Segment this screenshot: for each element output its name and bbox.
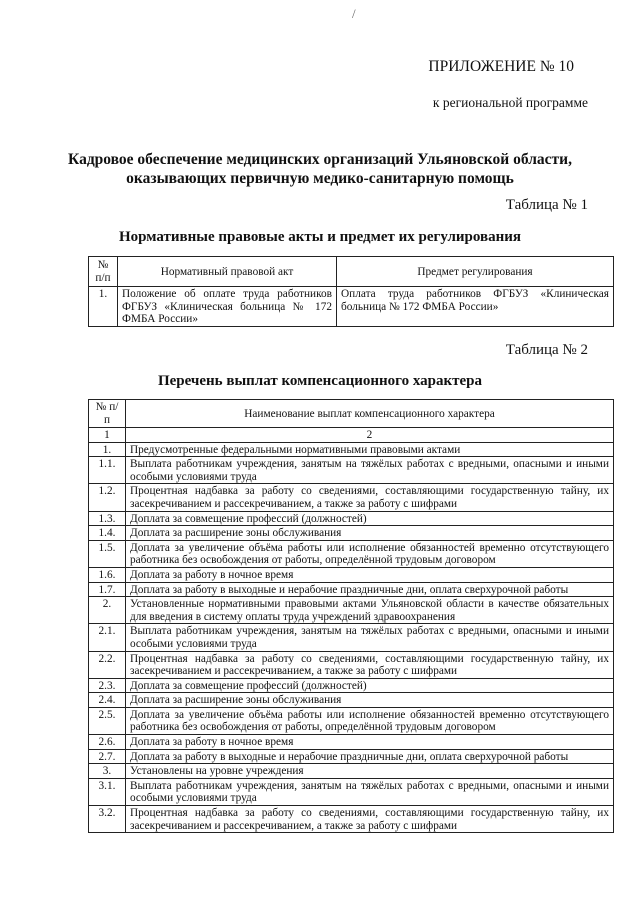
row-number: 2.5. xyxy=(89,707,126,734)
row-number: 2.6. xyxy=(89,735,126,750)
row-number: 1.6. xyxy=(89,567,126,582)
row-payment-name: Доплата за совмещение профессий (должностей) xyxy=(126,678,614,693)
row-number: 1. xyxy=(89,287,118,327)
column-header-name: Наименование выплат компенсационного характера xyxy=(126,400,614,428)
table-row xyxy=(89,749,614,764)
row-number: 3. xyxy=(89,764,126,779)
normative-acts-table xyxy=(88,256,614,327)
row-payment-name: Выплата работникам учреждения, занятым на тяжёлых работах с вредными, опасными и иными особыми условиями труда xyxy=(126,778,614,805)
row-number: 3.2. xyxy=(89,806,126,833)
row-payment-name: Предусмотренные федеральными нормативными правовыми актами xyxy=(126,442,614,457)
row-number: 1.2. xyxy=(89,484,126,511)
row-payment-name: Доплата за работу в ночное время xyxy=(126,567,614,582)
row-payment-name: Доплата за работу в выходные и нерабочие праздничные дни, оплата сверхурочной работы xyxy=(126,749,614,764)
table-row xyxy=(89,778,614,805)
pen-mark: / xyxy=(352,6,356,21)
row-number: 1.3. xyxy=(89,511,126,526)
row-number: 2.4. xyxy=(89,693,126,708)
row-number: 1.4. xyxy=(89,526,126,541)
table-row xyxy=(89,707,614,734)
table-row xyxy=(89,526,614,541)
row-number: 3.1. xyxy=(89,778,126,805)
row-payment-name: Процентная надбавка за работу со сведениями, составляющими государственную тайну, их засекречиванием и рассекречиванием, а также за работу с шифрами xyxy=(126,484,614,511)
row-payment-name: Доплата за расширение зоны обслуживания xyxy=(126,526,614,541)
column-header-subject: Предмет регулирования xyxy=(337,257,614,287)
row-number: 2.7. xyxy=(89,749,126,764)
row-subject: Оплата труда работников ФГБУЗ «Клиническая больница № 172 ФМБА России» xyxy=(337,287,614,327)
row-payment-name: Процентная надбавка за работу со сведениями, составляющими государственную тайну, их засекречиванием и рассекречиванием, а также за работу с шифрами xyxy=(126,806,614,833)
table-row xyxy=(89,624,614,651)
table-2-title: Перечень выплат компенсационного характера xyxy=(157,373,483,389)
appendix-number: ПРИЛОЖЕНИЕ № 10 xyxy=(428,58,574,75)
row-act: Положение об оплате труда работников ФГБУЗ «Клиническая больница № 172 ФМБА России» xyxy=(118,287,337,327)
row-number: 2.3. xyxy=(89,678,126,693)
row-number: 1.5. xyxy=(89,540,126,567)
row-payment-name: Установленные нормативными правовыми актами Ульяновской области в качестве обязательных для введения в систему оплаты труда учреждений здравоохранения xyxy=(126,597,614,624)
table-row xyxy=(89,567,614,582)
row-number: 2.2. xyxy=(89,651,126,678)
row-payment-name: Доплата за работу в выходные и нерабочие праздничные дни, оплата сверхурочной работы xyxy=(126,582,614,597)
document-title-line-1: Кадровое обеспечение медицинских организаций Ульяновской области, xyxy=(68,151,572,168)
table-row xyxy=(89,651,614,678)
row-number: 1. xyxy=(89,442,126,457)
row-number: 2. xyxy=(89,597,126,624)
table-header-row xyxy=(89,400,614,428)
table-row xyxy=(89,540,614,567)
table-row xyxy=(89,806,614,833)
table-row xyxy=(89,678,614,693)
row-payment-name: Установлены на уровне учреждения xyxy=(126,764,614,779)
table-1-title: Нормативные правовые акты и предмет их регулирования xyxy=(119,229,521,245)
table-row xyxy=(89,597,614,624)
compensation-payments-table xyxy=(88,399,614,833)
table-row xyxy=(89,442,614,457)
table-row xyxy=(89,735,614,750)
column-index-2: 2 xyxy=(126,428,614,443)
column-index-1: 1 xyxy=(89,428,126,443)
row-payment-name: Процентная надбавка за работу со сведениями, составляющими государственную тайну, их засекречиванием и рассекречиванием, а также за работу с шифрами xyxy=(126,651,614,678)
table-row xyxy=(89,693,614,708)
row-payment-name: Выплата работникам учреждения, занятым на тяжёлых работах с вредными, опасными и иными особыми условиями труда xyxy=(126,457,614,484)
document-title-line-2: оказывающих первичную медико-санитарную помощь xyxy=(126,170,514,187)
table-body xyxy=(89,442,614,833)
table-row xyxy=(89,764,614,779)
row-number: 2.1. xyxy=(89,624,126,651)
column-header-number: № п/п xyxy=(89,257,118,287)
table-row xyxy=(89,484,614,511)
table-row xyxy=(89,287,614,327)
row-payment-name: Доплата за увеличение объёма работы или исполнение обязанностей временно отсутствующего работника без освобождения от работы, определённой трудовым договором xyxy=(126,707,614,734)
row-number: 1.7. xyxy=(89,582,126,597)
row-payment-name: Доплата за работу в ночное время xyxy=(126,735,614,750)
column-header-number: № п/п xyxy=(89,400,126,428)
row-payment-name: Выплата работникам учреждения, занятым на тяжёлых работах с вредными, опасными и иными особыми условиями труда xyxy=(126,624,614,651)
row-number: 1.1. xyxy=(89,457,126,484)
appendix-reference: к региональной программе xyxy=(432,95,588,110)
table-row xyxy=(89,511,614,526)
row-payment-name: Доплата за расширение зоны обслуживания xyxy=(126,693,614,708)
table-2-label: Таблица № 2 xyxy=(505,342,588,358)
table-row xyxy=(89,582,614,597)
row-payment-name: Доплата за увеличение объёма работы или исполнение обязанностей временно отсутствующего работника без освобождения от работы, определённой трудовым договором xyxy=(126,540,614,567)
document-title xyxy=(0,150,640,188)
table-row xyxy=(89,457,614,484)
table-1-label: Таблица № 1 xyxy=(505,197,588,213)
table-header-row xyxy=(89,257,614,287)
column-index-row xyxy=(89,428,614,443)
column-header-act: Нормативный правовой акт xyxy=(118,257,337,287)
row-payment-name: Доплата за совмещение профессий (должностей) xyxy=(126,511,614,526)
